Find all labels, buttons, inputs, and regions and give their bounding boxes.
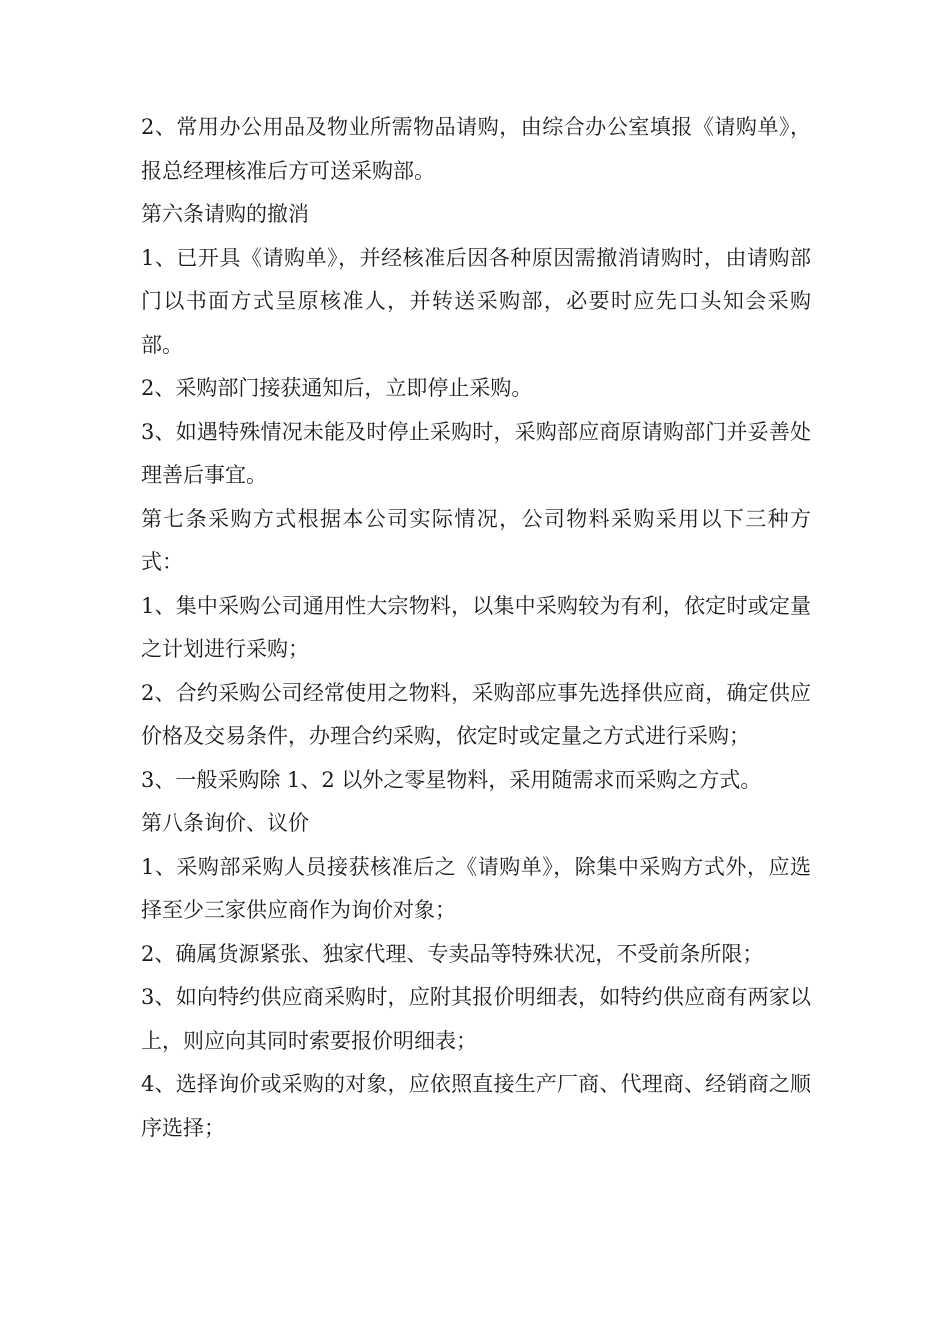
- paragraph-requisition-office-supplies: 2、常用办公用品及物业所需物品请购，由综合办公室填报《请购单》，报总经理核准后方可送采购部。: [141, 115, 811, 183]
- paragraph-inquiry-suppliers: 1、采购部采购人员接获核准后之《请购单》，除集中采购方式外，应选择至少三家供应商作为询价对象；: [141, 854, 811, 922]
- paragraph-contract-purchasing: 2、合约采购公司经常使用之物料，采购部应事先选择供应商，确定供应价格及交易条件，办理合约采购，依定时或定量之方式进行采购；: [141, 680, 811, 748]
- heading-article-8: 第八条询价、议价: [141, 811, 309, 835]
- paragraph-special-cases: 3、如遇特殊情况未能及时停止采购时，采购部应商原请购部门并妥善处理善后事宜。: [141, 419, 811, 487]
- paragraph-supplier-order: 4、选择询价或采购的对象，应依照直接生产厂商、代理商、经销商之顺序选择；: [141, 1072, 811, 1140]
- paragraph-cancel-requisition: 1、已开具《请购单》，并经核准后因各种原因需撤消请购时，由请购部门以书面方式呈原核准人，并转送采购部，必要时应先口头知会采购部。: [141, 245, 811, 357]
- paragraph-exceptions: 2、确属货源紧张、独家代理、专卖品等特殊状况，不受前条所限；: [141, 941, 764, 966]
- paragraph-special-suppliers: 3、如向特约供应商采购时，应附其报价明细表，如特约供应商有两家以上，则应向其同时索要报价明细表；: [141, 985, 811, 1053]
- paragraph-centralized-purchasing: 1、集中采购公司通用性大宗物料，以集中采购较为有利，依定时或定量之计划进行采购；: [141, 593, 811, 661]
- document-page: [141, 106, 811, 1150]
- paragraph-general-purchasing: 3、一般采购除 1、2 以外之零星物料，采用随需求而采购之方式。: [141, 767, 762, 792]
- heading-article-6: 第六条请购的撤消: [141, 202, 309, 226]
- paragraph-stop-purchasing: 2、采购部门接获通知后，立即停止采购。: [141, 376, 533, 400]
- heading-article-7: 第七条采购方式根据本公司实际情况，公司物料采购采用以下三种方式：: [141, 506, 811, 574]
